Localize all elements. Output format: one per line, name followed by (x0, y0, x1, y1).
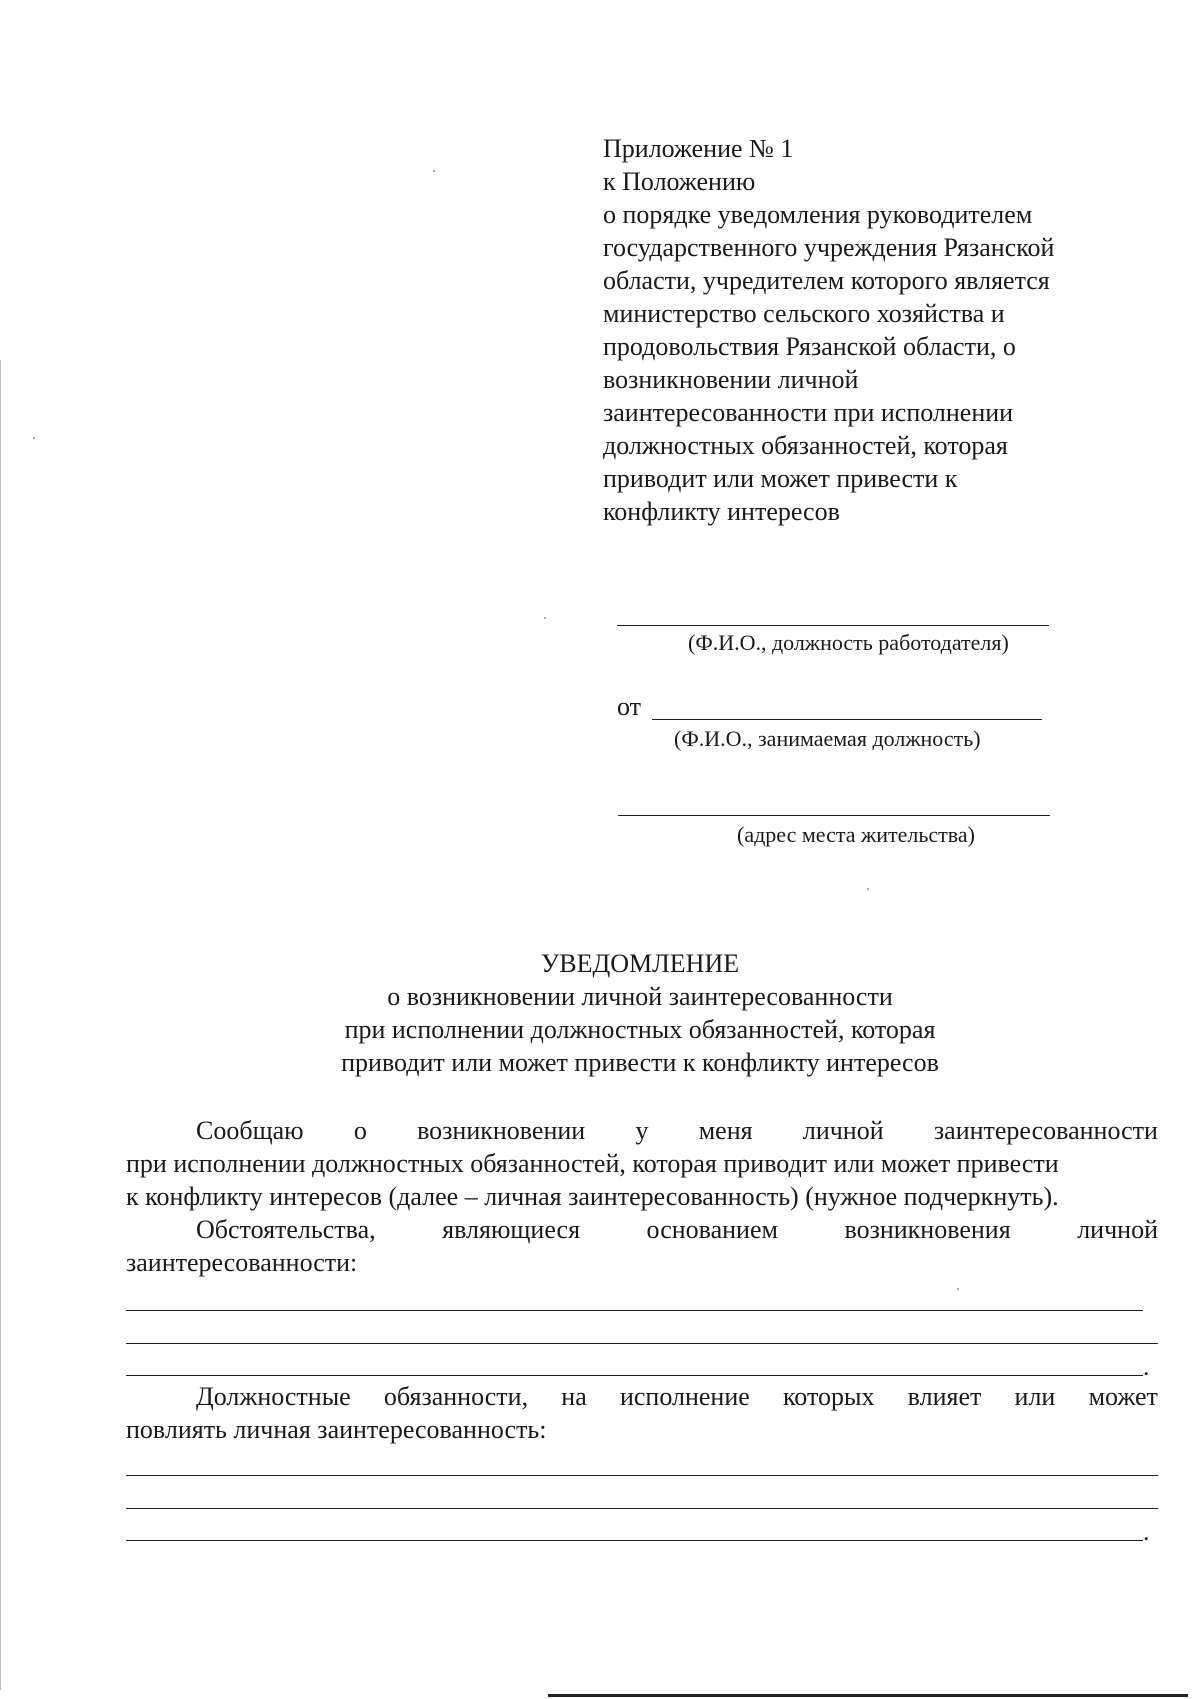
word: являющиеся (442, 1215, 581, 1244)
word: на (561, 1382, 587, 1411)
word: личной (802, 1116, 884, 1145)
notice-subtitle-line: приводит или может привести к конфликту интересов (341, 1048, 939, 1077)
word: Обстоятельства, (196, 1215, 376, 1244)
paragraph-line: повлиять личная заинтересованность: (126, 1415, 547, 1444)
from-label: от (617, 692, 642, 721)
appendix-line: продовольствия Рязанской области, о (603, 332, 1016, 361)
word: влияет (907, 1382, 982, 1411)
notice-title: УВЕДОМЛЕНИЕ (540, 949, 740, 978)
position-caption: (Ф.И.О., занимаемая должность) (674, 726, 981, 751)
notice-title-block (0, 947, 1200, 1079)
word: возникновения (844, 1215, 1011, 1244)
circumstances-blank-line-2[interactable] (126, 1343, 1158, 1344)
word: обязанности, (383, 1382, 529, 1411)
address-caption: (адрес места жительства) (737, 822, 975, 847)
word: у (635, 1116, 649, 1145)
appendix-line: государственного учреждения Рязанской (603, 233, 1055, 262)
appendix-line: области, учредителем которого является (603, 266, 1050, 295)
duties-paragraph (126, 1380, 1158, 1446)
circumstances-blank-line-1[interactable] (126, 1310, 1143, 1311)
word: заинтересованности (933, 1116, 1158, 1145)
line-end-period: . (1143, 1517, 1150, 1546)
word: Должностные (196, 1382, 351, 1411)
paragraph-line: при исполнении должностных обязанностей, которая приводит или может привести (126, 1149, 1059, 1178)
employer-caption: (Ф.И.О., должность работодателя) (688, 630, 1009, 655)
scan-bottom-edge (548, 1694, 1188, 1697)
appendix-line: заинтересованности при исполнении (603, 398, 1014, 427)
scan-speck (867, 888, 869, 890)
word: основанием (646, 1215, 778, 1244)
word: возникновении (417, 1116, 586, 1145)
duties-blank-line-3[interactable] (126, 1540, 1143, 1541)
circumstances-blank-line-3[interactable] (126, 1375, 1143, 1376)
appendix-line: приводит или может привести к (603, 464, 958, 493)
word: которых (782, 1382, 875, 1411)
appendix-header (603, 132, 1123, 528)
scan-speck (33, 437, 35, 439)
paragraph-line (126, 1213, 1158, 1246)
paragraph-line (126, 1114, 1158, 1147)
appendix-line: к Положению (603, 167, 756, 196)
duties-blank-line-1[interactable] (126, 1475, 1158, 1476)
word: исполнение (619, 1382, 750, 1411)
word: меня (698, 1116, 753, 1145)
word: или (1014, 1382, 1056, 1411)
appendix-line: о порядке уведомления руководителем (603, 200, 1033, 229)
address-blank-line[interactable] (618, 815, 1050, 816)
notice-subtitle-line: при исполнении должностных обязанностей, которая (344, 1015, 936, 1044)
notice-subtitle-line: о возникновении личной заинтересованности (387, 982, 893, 1011)
paragraph-line: к конфликту интересов (далее – личная заинтересованность) (нужное подчеркнуть). (126, 1182, 1059, 1211)
appendix-line: возникновении личной (603, 365, 859, 394)
word: о (353, 1116, 367, 1145)
word: личной (1077, 1215, 1158, 1244)
line-end-period: . (1143, 1352, 1150, 1381)
appendix-line: Приложение № 1 (603, 134, 794, 163)
paragraph-line (126, 1380, 1158, 1413)
scan-speck (433, 170, 435, 172)
employer-blank-line[interactable] (617, 625, 1049, 626)
appendix-line: должностных обязанностей, которая (603, 431, 1008, 460)
scan-speck (957, 1288, 959, 1290)
from-blank-line[interactable] (652, 719, 1042, 720)
duties-blank-line-2[interactable] (126, 1508, 1158, 1509)
notice-body (126, 1114, 1158, 1279)
paragraph-line: заинтересованности: (126, 1248, 358, 1277)
scan-speck (544, 617, 546, 619)
appendix-line: конфликту интересов (603, 497, 840, 526)
appendix-line: министерство сельского хозяйства и (603, 299, 1005, 328)
word: может (1088, 1382, 1158, 1411)
word: Сообщаю (196, 1116, 304, 1145)
scan-edge-shadow (0, 360, 1, 1690)
